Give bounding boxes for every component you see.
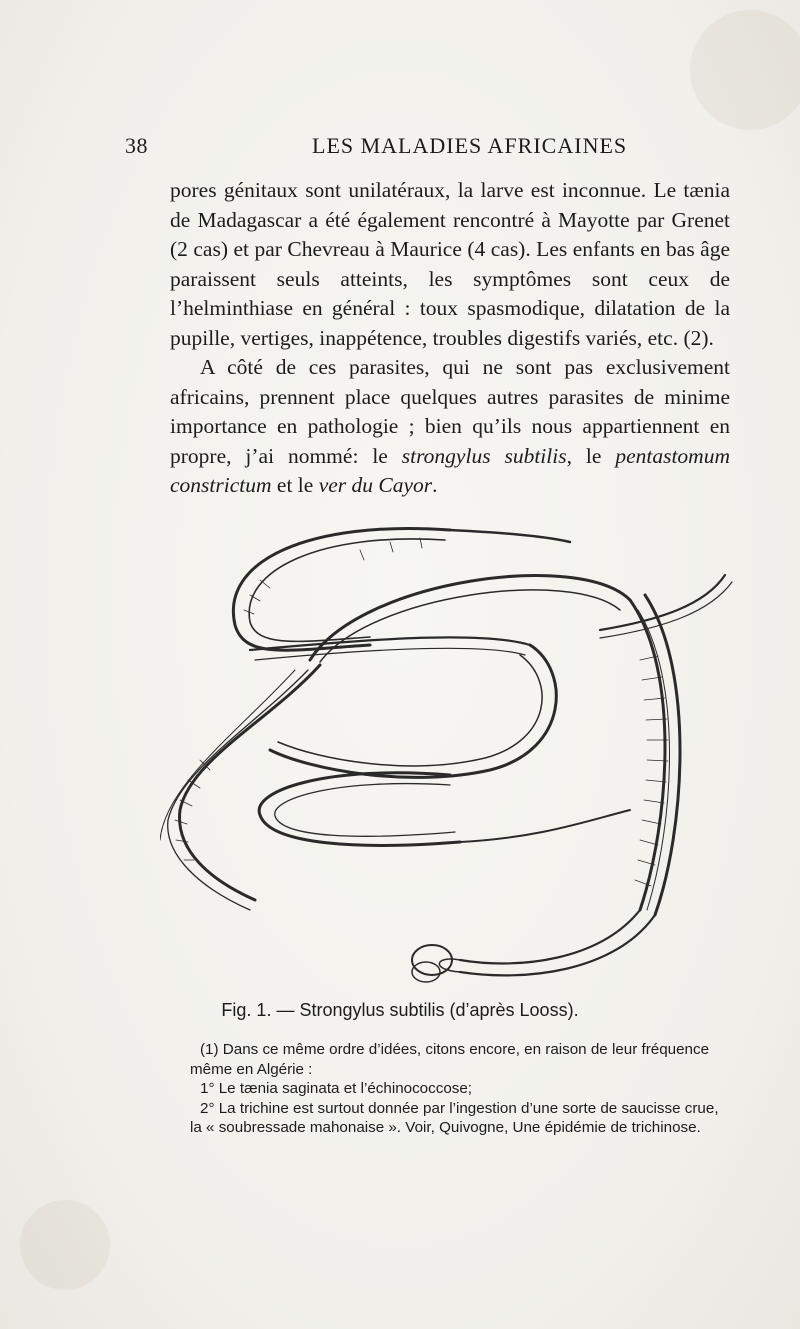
footnote-1: (1) Dans ce même ordre d’idées, citons encore, en raison de leur fréquence même en Algérie :: [190, 1041, 710, 1078]
paragraph-2-sep2: et le: [271, 473, 319, 497]
paragraph-1: pores génitaux sont unilatéraux, la larve est inconnue. Le tænia de Madagascar a été également rencontré à Mayotte par Grenet (2 cas) et par Chevreau à Maurice (4 cas). Les enfants en bas âge paraissent seuls atteints, les symptômes sont ceux de l’helminthiase en général : toux spasmodique, dilatation de la pupille, vertiges, inappétence, troubles digestifs variés, etc. (2).: [170, 178, 730, 350]
paper-stain: [20, 1200, 110, 1290]
term-ver-du-cayor: ver du Cayor: [318, 473, 433, 497]
running-head: LES MALADIES AFRICAINES: [312, 133, 628, 158]
page-number: 38: [125, 133, 148, 158]
paragraph-2-sep1: , le: [566, 443, 616, 468]
term-strongylus: strongylus subtilis: [401, 443, 567, 468]
footnotes: [190, 1040, 730, 1138]
paragraph-2-end: .: [432, 473, 438, 497]
figure-worm-illustration: [160, 520, 750, 990]
footnote-1a: 1° Le tænia saginata et l’échinococcose;: [200, 1080, 473, 1097]
worm-drawing: [160, 520, 750, 990]
figure-caption: Fig. 1. — Strongylus subtilis (d’après Looss).: [221, 1000, 579, 1020]
footnote-1b: 2° La trichine est surtout donnée par l’ingestion d’une sorte de saucisse crue, la « soubressade mahonaise ». Voir, Quivogne, Une épidémie de trichinose.: [190, 1099, 719, 1136]
paper-stain: [690, 10, 800, 130]
term-pentastomum: pentastomum constrictum: [170, 443, 730, 497]
paragraph-2-start: A côté de ces parasites, qui ne sont pas exclusivement africains, prennent place quelques autres parasites de minime importance en pathologie ; bien qu’ils nous appartiennent en propre, j’ai nommé: le: [170, 355, 730, 468]
paragraph-2: [170, 353, 730, 501]
page-header: [125, 133, 725, 163]
body-text: [170, 176, 730, 501]
